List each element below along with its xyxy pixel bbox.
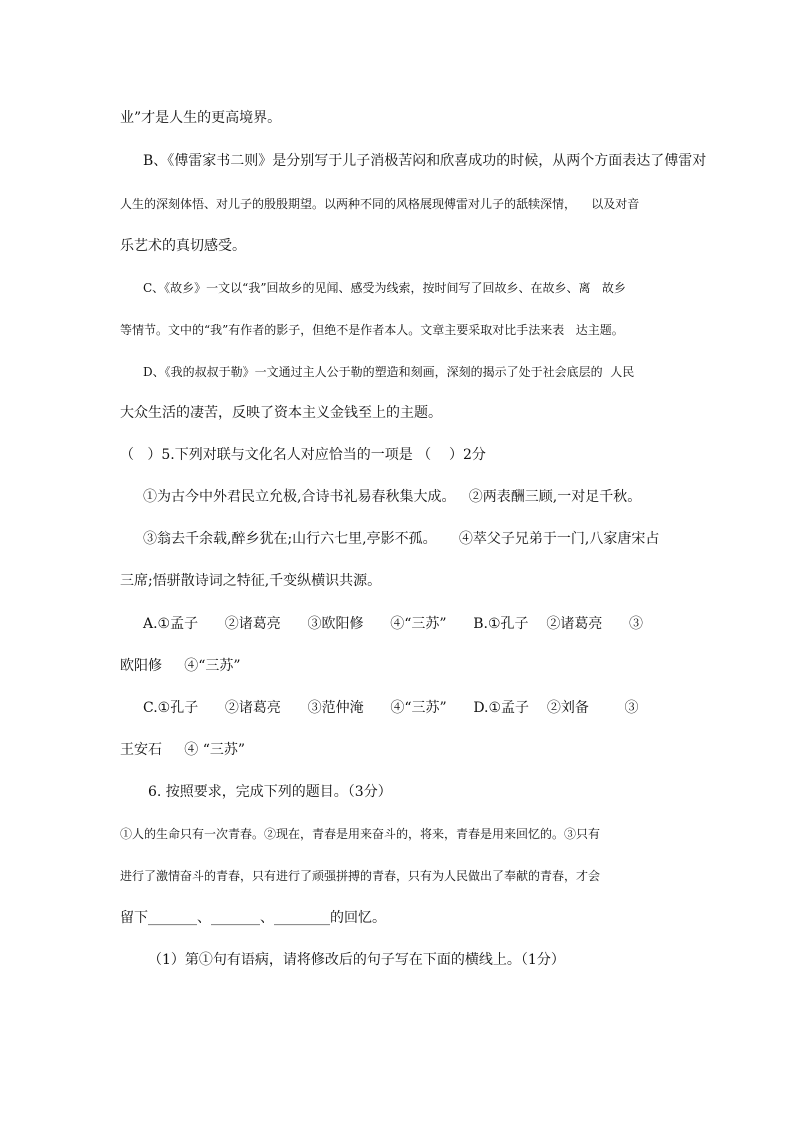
passage-line-2: 进行了激情奋斗的青春，只有进行了顽强拼搏的青春，只有为人民做出了奉献的青春，才会 xyxy=(120,869,601,883)
question-5: （ ）5.下列对联与文化名人对应恰当的一项是 （ ）2分 xyxy=(120,447,486,463)
option-c-d: C.①孔子 ②诸葛亮 ③范仲淹 ④“三苏” D.①孟子 ②刘备 ③ xyxy=(143,700,639,716)
question-6: 6. 按照要求，完成下列的题目。（3分） xyxy=(148,784,392,800)
text-line-8: 大众生活的凄苦，反映了资本主义金钱至上的主题。 xyxy=(120,405,442,421)
text-line-4: 乐艺术的真切感受。 xyxy=(120,238,246,254)
text-line-7: D、《我的叔叔于勒》一文通过主人公于勒的塑造和刻画，深刻的揭示了处于社会底层的 人民 xyxy=(143,365,635,379)
subquestion-1: （1）第①句有语病，请将修改后的句子写在下面的横线上。（1分） xyxy=(148,952,565,968)
option-a-b: A.①孟子 ②诸葛亮 ③欧阳修 ④“三苏” B.①孔子 ②诸葛亮 ③ xyxy=(143,616,644,632)
couplet-3-4: ③翁去千余载,醉乡犹在;山行六七里,亭影不孤。 ④萃父子兄弟于一门,八家唐宋占 xyxy=(143,531,660,547)
passage-line-1: ①人的生命只有一次青春。②现在，青春是用来奋斗的，将来，青春是用来回忆的。③只有 xyxy=(120,827,601,841)
text-line-3: 人生的深刻体悟、对儿子的殷殷期望。以两种不同的风格展现傅雷对儿子的舐犊深情， 以及对音 xyxy=(120,197,640,211)
option-b-cont: 欧阳修 ④“三苏” xyxy=(120,658,241,674)
option-d-cont: 王安石 ④ “三苏” xyxy=(120,742,246,758)
text-line-5: C、《故乡》一文以“我”回故乡的见闻、感受为线索，按时间写了回故乡、在故乡、离 故乡 xyxy=(143,281,626,295)
text-line-2: B、《傅雷家书二则》是分别写于儿子消极苦闷和欣喜成功的时候，从两个方面表达了傅雷对 xyxy=(143,153,707,169)
text-line-6: 等情节。文中的“我”有作者的影子，但绝不是作者本人。文章主要采取对比手法来表 达主题。 xyxy=(120,323,624,337)
passage-line-3: 留下_______、_______、________的回忆。 xyxy=(120,910,386,926)
couplet-4-cont: 三席;悟骈散诗词之特征,千变纵横识共源。 xyxy=(120,573,382,589)
text-line-1: 业”才是人生的更高境界。 xyxy=(120,110,282,126)
couplet-1-2: ①为古今中外君民立允极,合诗书礼易春秋集大成。 ②两表酬三顾,一对足千秋。 xyxy=(143,489,642,505)
